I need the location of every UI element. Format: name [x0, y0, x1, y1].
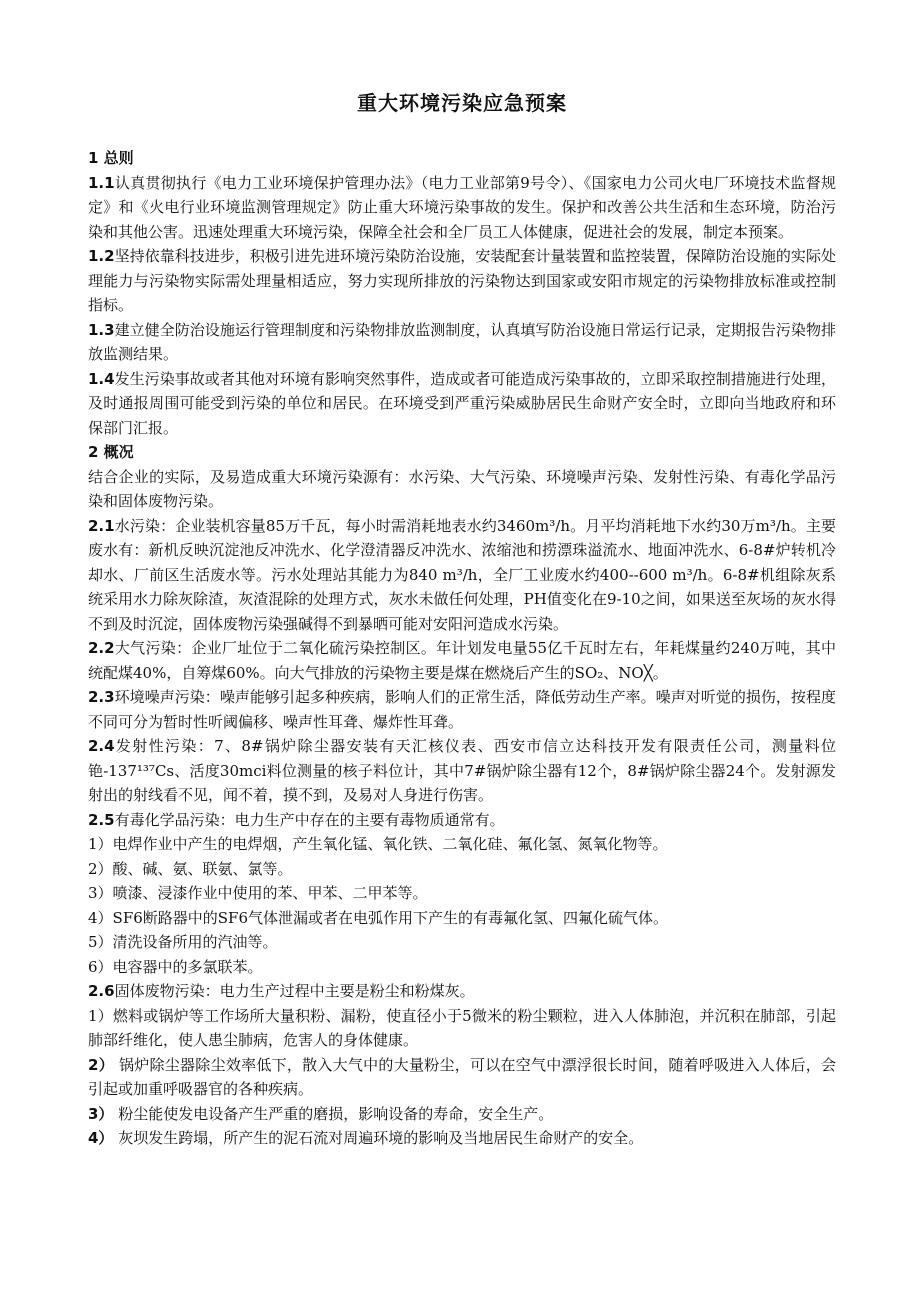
paragraph-1-3	[88, 318, 836, 367]
list-number: 3）	[88, 1104, 114, 1123]
paragraph-text: 有毒化学品污染：电力生产中存在的主要有毒物质通常有。	[114, 810, 505, 829]
paragraph-text: 大气污染：企业厂址位于二氧化硫污染控制区。年计划发电量55亿千瓦时左右，年耗煤量约240万吨，其中统配煤40%，自筹煤60%。向大气排放的污染物主要是煤在燃烧后产生的SO₂、NO╳。	[88, 639, 836, 682]
paragraph-2-5	[88, 808, 836, 833]
list-number: 1）	[88, 1006, 113, 1025]
paragraph-number: 2.1	[88, 516, 115, 535]
list-item	[88, 1004, 836, 1053]
list-item: 2）酸、碱、氨、联氨、氯等。	[88, 859, 293, 878]
list-item: 4）SF6断路器中的SF6气体泄漏或者在电弧作用下产生的有毒氟化氢、四氟化硫气体。	[88, 908, 669, 927]
list-text: 燃料或锅炉等工作场所大量积粉、漏粉，使直径小于5微米的粉尘颗粒，进入人体肺泡，并沉积在肺部，引起肺部纤维化，使人患尘肺病，危害人的身体健康。	[88, 1006, 836, 1049]
paragraph-1-4	[88, 367, 836, 441]
list-number: 4）	[88, 1129, 114, 1147]
paragraph-text: 环境噪声污染：噪声能够引起多种疾病，影响人们的正常生活，降低劳动生产率。噪声对听觉的损伤，按程度不同可分为暂时性听阈偏移、噪声性耳聋、爆炸性耳聋。	[88, 688, 836, 731]
list-item: 3）喷漆、浸漆作业中使用的苯、甲苯、二甲苯等。	[88, 884, 428, 902]
list-item	[88, 1053, 836, 1102]
list-item	[88, 1102, 836, 1127]
paragraph-text: 建立健全防治设施运行管理制度和污染物排放监测制度，认真填写防治设施日常运行记录，定期报告污染物排放监测结果。	[88, 320, 836, 363]
paragraph-number: 2.4	[88, 737, 115, 755]
paragraph-1-2	[88, 244, 836, 318]
paragraph-text: 认真贯彻执行《电力工业环境保护管理办法》（电力工业部第9号令）、《国家电力公司火电厂环境技术监督规定》和《火电行业环境监测管理规定》防止重大环境污染事故的发生。保护和改善公共生活和生态环境，防治污染和其他公害。迅速处理重大环境污染，保障全社会和全厂员工人体健康，促进社会的发展，制定本预案。	[88, 173, 836, 241]
paragraph-text: 发生污染事故或者其他对环境有影响突然事件，造成或者可能造成污染事故的，立即采取控制措施进行处理，及时通报周围可能受到污染的单位和居民。在环境受到严重污染威胁居民生命财产安全时，立即向当地政府和环保部门汇报。	[88, 369, 836, 437]
document-title: 重大环境污染应急预案	[357, 91, 567, 115]
list-text: 灰坝发生跨塌，所产生的泥石流对周遍环境的影响及当地居民生命财产的安全。	[113, 1129, 644, 1147]
paragraph-2-6	[88, 979, 836, 1004]
paragraph-2-3	[88, 685, 836, 734]
list-text: 粉尘能使发电设备产生严重的磨损，影响设备的寿命，安全生产。	[113, 1104, 554, 1123]
paragraph-2-1	[88, 514, 836, 637]
paragraph-number: 1.2	[88, 247, 115, 265]
list-text: 锅炉除尘器除尘效率低下，散入大气中的大量粉尘，可以在空气中漂浮很长时间，随着呼吸进入人体后，会引起或加重呼吸器官的各种疾病。	[88, 1055, 837, 1098]
paragraph-2-4	[88, 734, 836, 808]
section-heading-1: 1 总则	[88, 149, 134, 167]
paragraph-number: 2.2	[88, 639, 115, 657]
paragraph-text: 固体废物污染：电力生产过程中主要是粉尘和粉煤灰。	[114, 982, 475, 1000]
section-heading-2: 2 概况	[88, 443, 134, 461]
paragraph-number: 2.3	[88, 688, 115, 706]
list-number: 2）	[88, 1055, 114, 1074]
paragraph-number: 1.4	[88, 369, 115, 388]
paragraph-text: 水污染：企业装机容量85万千瓦，每小时需消耗地表水约3460m³/h。月平均消耗地下水约30万m³/h。主要废水有：新机反映沉淀池反冲洗水、化学澄清器反冲洗水、浓缩池和捞漂珠溢流水、地面冲洗水、6-8#炉转机冷却水、厂前区生活废水等。污水处理站其能力为840 m³/h，全厂工业废水约400--600 m³/h。6-8#机组除灰系统采用水力除灰除渣，灰渣混除的处理方式，灰水未做任何处理，PH值变化在9-10之间，如果送至灰场的灰水得不到及时沉淀，固体废物污染强碱得不到暴晒可能对安阳河造成水污染。	[88, 516, 836, 633]
list-item: 1）电焊作业中产生的电焊烟，产生氧化锰、氧化铁、二氧化硅、氟化氢、氮氧化物等。	[88, 835, 668, 853]
paragraph-number: 2.5	[88, 810, 115, 829]
paragraph-number: 1.1	[88, 173, 115, 192]
list-item: 5）清洗设备所用的汽油等。	[88, 933, 278, 951]
paragraph-2-2	[88, 636, 836, 685]
section-2-intro: 结合企业的实际，及易造成重大环境污染源有：水污染、大气污染、环境噪声污染、发射性污染、有毒化学品污染和固体废物污染。	[88, 467, 836, 510]
paragraph-1-1	[88, 171, 836, 245]
paragraph-text: 坚持依靠科技进步，积极引进先进环境污染防治设施，安装配套计量装置和监控装置，保障防治设施的实际处理能力与污染物实际需处理量相适应，努力实现所排放的污染物达到国家或安阳市规定的污染物排放标准或控制指标。	[88, 247, 836, 314]
list-item	[88, 1126, 836, 1151]
paragraph-text: 发射性污染：7、8#锅炉除尘器安装有天汇核仪表、西安市信立达科技开发有限责任公司，测量料位铯-137¹³⁷Cs、活度30mci料位测量的核子料位计，其中7#锅炉除尘器有12个，8#锅炉除尘器24个。发射源发射出的射线看不见，闻不着，摸不到，及易对人身进行伤害。	[88, 737, 836, 804]
list-item: 6）电容器中的多氯联苯。	[88, 957, 263, 976]
paragraph-number: 2.6	[88, 982, 115, 1000]
document-page	[88, 88, 836, 1151]
paragraph-number: 1.3	[88, 320, 115, 339]
